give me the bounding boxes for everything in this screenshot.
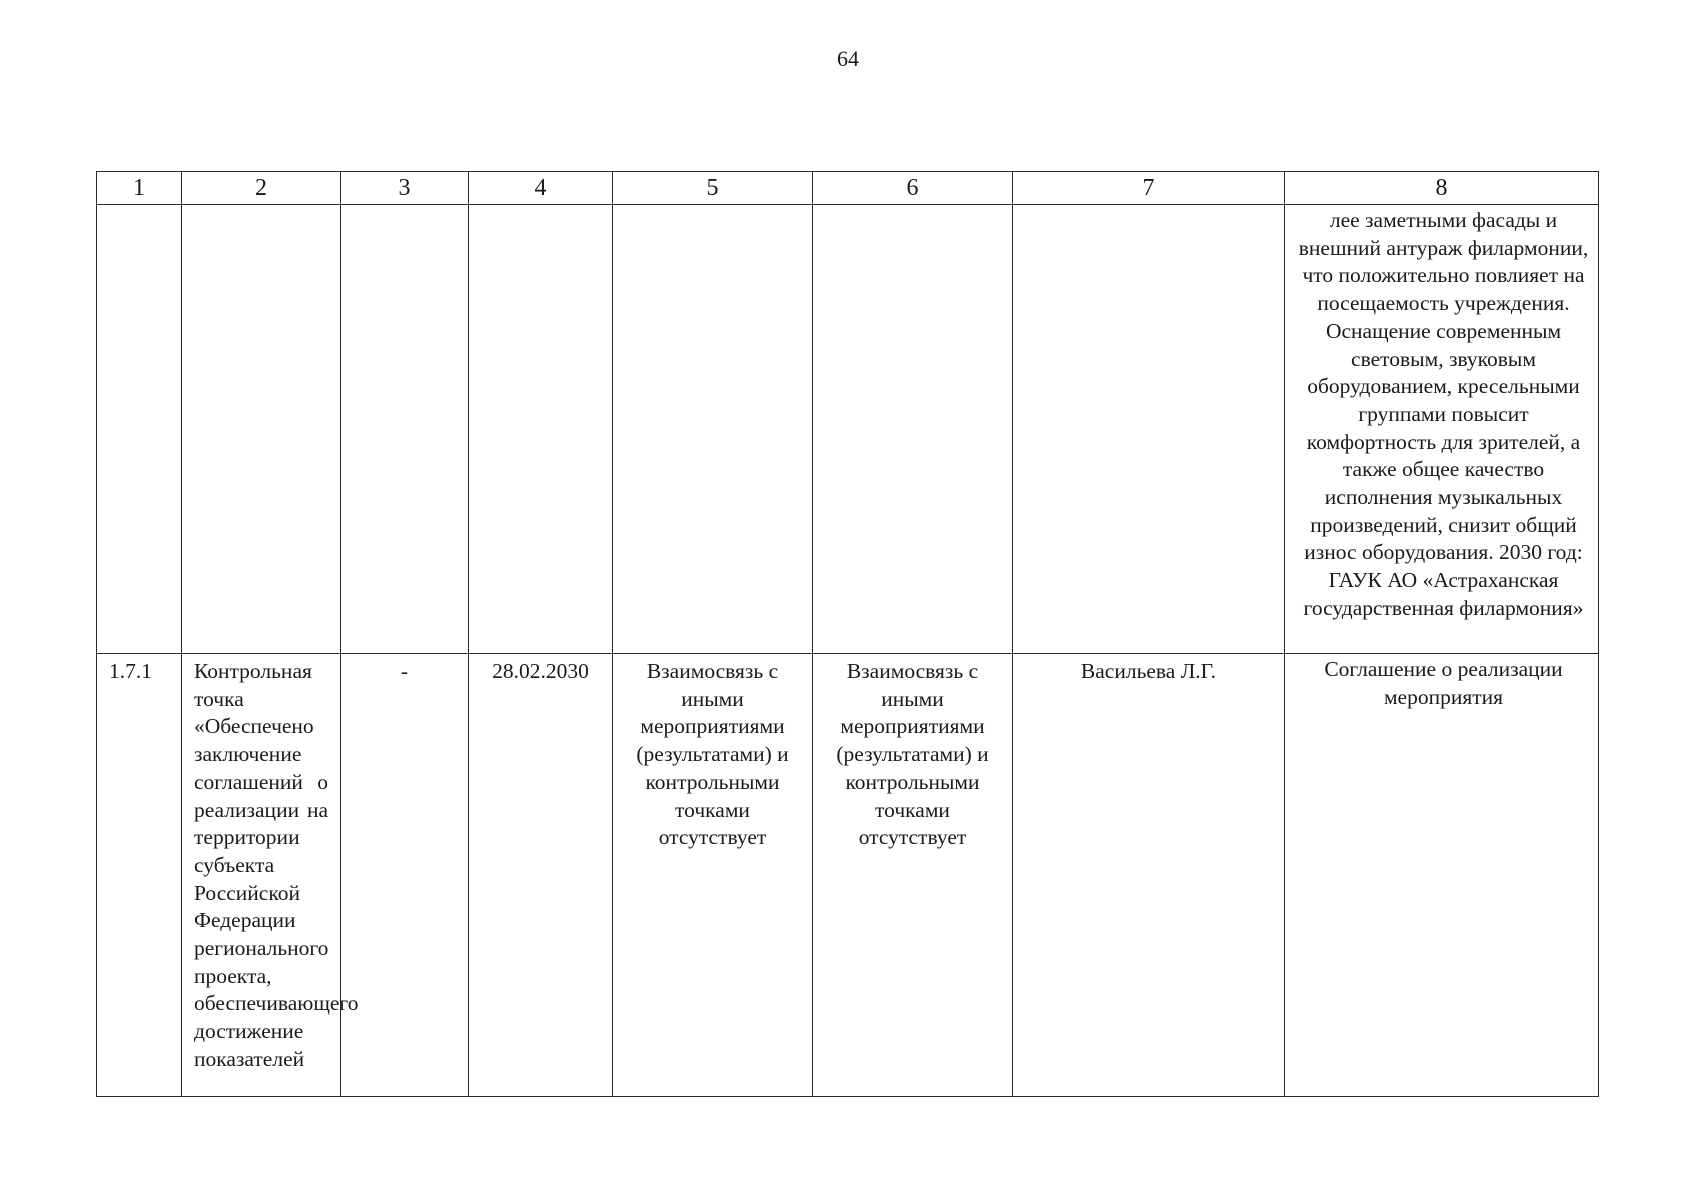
item-name-cell [182,654,359,1097]
empty-cell [613,205,813,654]
empty-cell [97,205,182,654]
result-description-cell [1285,654,1599,1097]
table-row [97,654,1599,1097]
column-header: 6 [813,172,1013,205]
empty-cell [182,205,341,654]
plan-table [96,171,1599,1097]
empty-cell [1013,205,1285,654]
successors-text: Взаимосвязь с иными мероприятиями (результатами) и контрольными точками отсутствует [836,659,989,850]
column-header: 2 [182,172,341,205]
responsible-person: Васильева Л.Г. [1080,659,1217,683]
empty-cell [341,205,469,654]
column-header: 7 [1013,172,1285,205]
item-number: 1.7.1 [109,659,152,683]
result-description-text: лее заметными фасады и внешний антураж филармонии, что положительно повлияет на посещаемость учреждения. Оснащение современным световым, звуковым оборудованием, кресельными группами повысит комфортность для зрителей, а также общее качество исполнения музыкальных произведений, снизит общий износ оборудования. 2030 год: ГАУК АО «Астраханская государственная филармония» [1298,208,1589,620]
result-description-text: Соглашение о реализации мероприятия [1324,657,1563,709]
result-description-cell [1285,205,1599,654]
column-header: 3 [341,172,469,205]
empty-cell [469,205,613,654]
predecessors-text: Взаимосвязь с иными мероприятиями (результатами) и контрольными точками отсутствует [636,659,789,850]
table-header-row [97,172,1599,205]
column-header: 4 [469,172,613,205]
column-header: 1 [97,172,182,205]
empty-cell [813,205,1013,654]
item-number-cell [97,654,182,1097]
page-number: 64 [837,46,859,71]
table-row-continuation [97,205,1599,654]
responsible-cell [1013,654,1285,1097]
end-date-cell [469,654,613,1097]
end-date: 28.02.2030 [492,659,589,683]
start-date: - [400,659,409,683]
predecessors-cell [613,654,813,1097]
item-name: Контрольная точка «Обеспечено заключение соглашений о реализации на территории субъекта Российской Федерации регионального проекта, обеспечивающего достижение показателей [194,659,359,1071]
start-date-cell [341,654,469,1097]
successors-cell [813,654,1013,1097]
column-header: 8 [1285,172,1599,205]
column-header: 5 [613,172,813,205]
